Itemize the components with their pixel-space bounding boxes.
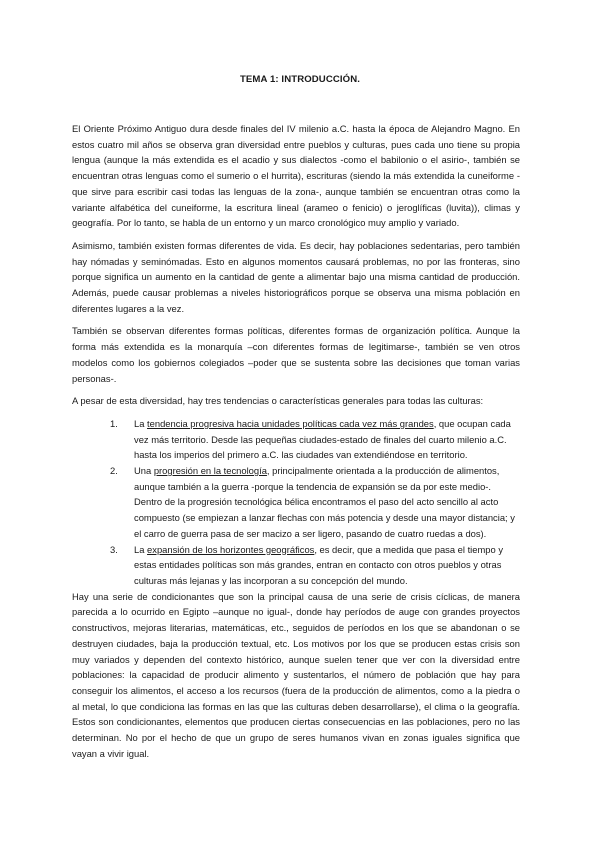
paragraph-intro: El Oriente Próximo Antiguo dura desde finales del IV milenio a.C. hasta la época de Alejandro Magno. En estos cuatro mil años se observa gran diversidad entre pueblos y culturas, pues cada uno tiene su propia lengua (aunque la más extendida es el acadio y sus dialectos -como el babilonio o el asirio-, también se encuentran otras lenguas como el sumerio o el hurrita), escrituras (siendo la más extendida la cuneiforme -que sirve para escribir casi todas las lenguas de la zona-, aunque también se encuentran otras como la variante alfabética del cuneiforme, la escritura lineal (arameo o fenicio) o jeroglíficas (luvita)), climas y geografía. Por lo tanto, se habla de un entorno y un marco cronológico muy amplio y variado.	[72, 123, 520, 229]
list-item-text: , que ocupan cada vez más territorio. Desde las pequeñas ciudades-estado de finales del cuarto milenio a.C. hasta los imperios del primero a.C. las ciudades van extendiéndose en territorio.	[134, 417, 511, 461]
list-item-pre: La	[134, 417, 148, 429]
list-item-number: 2.	[110, 465, 118, 477]
document-body	[72, 121, 520, 761]
page-title: TEMA 1: INTRODUCCIÓN.	[239, 74, 361, 85]
list-item-underlined: expansión de los horizontes geográficos	[147, 543, 315, 555]
list-item-text: , es decir, que a medida que pasa el tiempo y estas entidades políticas son más grandes, entran en contacto con otros pueblos y otras culturas más lejanas y las incorporan a su concepción del mundo.	[134, 543, 504, 586]
tendencies-list	[72, 416, 520, 589]
paragraph-political-forms: También se observan diferentes formas políticas, diferentes formas de organización política. Aunque la forma más extendida es la monarquía –con diferentes formas de legitimarse-, también se ven otros modelos como los gobiernos colegiados –poder que se sustenta sobre las decisiones que toman varias personas-.	[72, 325, 520, 384]
list-item-text: , principalmente orientada a la producción de alimentos, aunque también a la guerra -porque la tendencia de expansión se da por este medio-. Dentro de la progresión tecnológica bélica encontramos el paso del acto sencillo al acto compuesto (se empiezan a lanzar flechas con más potencia y desde una mayor distancia; y el carro de guerra pasa de ser macizo a ser ligero, pasando de cuatro ruedas a dos).	[134, 465, 515, 539]
list-item-underlined: tendencia progresiva hacia unidades políticas cada vez más grandes	[147, 417, 434, 429]
paragraph-forms-of-life: Asimismo, también existen formas diferentes de vida. Es decir, hay poblaciones sedentarias, pero también hay nómadas y seminómadas. Esto en algunos momentos causará problemas, no por las fronteras, sino porque significa un aumento en la cantidad de gente a alimentar bajo una misma cantidad de producción. Además, puede causar problemas a niveles historiográficos porque se observa una misma población en diferentes lugares a la vez.	[72, 239, 520, 314]
list-item-underlined: progresión en la tecnología	[153, 465, 267, 477]
list-item	[110, 542, 520, 589]
paragraph-tendencies-intro: A pesar de esta diversidad, hay tres tendencias o características generales para todas las culturas:	[72, 395, 484, 407]
list-item-pre: Una	[134, 465, 154, 477]
list-item	[110, 463, 520, 542]
paragraph-crises: Hay una serie de condicionantes que son la principal causa de una serie de crisis cíclicas, de manera parecida a lo ocurrido en Egipto –aunque no igual-, donde hay períodos de auge con grandes proyectos constructivos, mejoras literarias, matemáticas, etc., seguidos de períodos en los que se abandonan o se destruyen ciudades, baja la producción textual, etc. Los motivos por los que se producen estas crisis son muy variados y dependen del contexto histórico, aunque suelen tener que ver con la diversidad entre poblaciones: la capacidad de producir alimento y sustentarlos, el número de población que hay para conseguir los alimentos, el acceso a los recursos (fuera de la producción de alimentos, como a la piedra o al metal, lo que condiciona las formas en las que las culturas deben desarrollarse), el clima o la geografía. Estos son condicionantes, elementos que producen ciertas consecuencias en las poblaciones, pero no las determinan. No por el hecho de que un grupo de seres humanos vivan en zonas iguales significa que vayan a vivir igual.	[72, 590, 520, 759]
list-item-number: 1.	[110, 417, 118, 429]
list-item-pre: La	[134, 543, 148, 555]
list-item-number: 3.	[110, 543, 118, 555]
list-item	[110, 416, 520, 463]
